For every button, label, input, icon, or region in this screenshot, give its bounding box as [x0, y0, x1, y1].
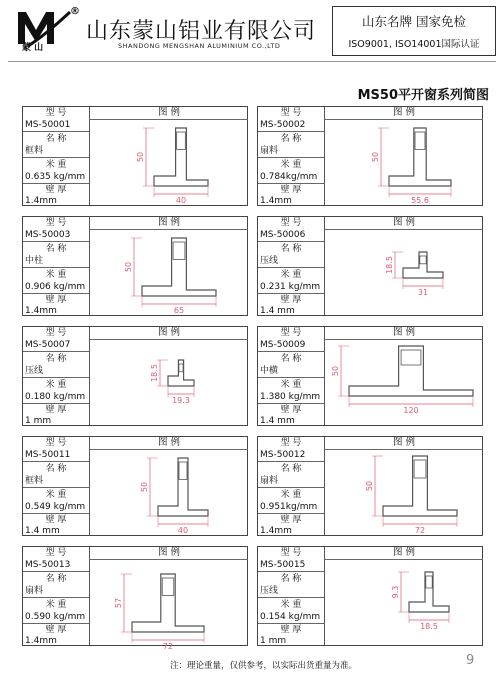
- row-divider: [258, 571, 324, 572]
- wall-label: 壁 厚: [45, 405, 67, 415]
- dimension-width-label: 40: [177, 526, 189, 535]
- drawing-header: 图 例: [392, 437, 416, 448]
- drawing-header: 图 例: [157, 217, 181, 228]
- model-value: MS-50012: [260, 450, 306, 460]
- name-label: 名 称: [280, 134, 302, 144]
- profile-chamber: [177, 132, 186, 149]
- profile-card: [257, 546, 483, 646]
- model-value: MS-50011: [25, 450, 71, 460]
- profile-drawing: [90, 450, 248, 536]
- row-divider: [23, 131, 89, 132]
- profile-card: [257, 216, 483, 316]
- profile-sketch: [325, 340, 483, 426]
- model-label: 型 号: [280, 438, 302, 448]
- badge-line-1: 山东名牌 国家免检: [362, 14, 466, 29]
- weight-label: 米 重: [280, 160, 302, 170]
- row-divider: [23, 267, 89, 268]
- wall-value: 1.4 mm: [260, 416, 295, 426]
- row-divider: [23, 597, 89, 598]
- weight-value: 0.635 kg/mm: [25, 172, 86, 182]
- profile-chamber: [173, 242, 185, 259]
- model-value: MS-50015: [260, 560, 306, 570]
- dimension-height-label: 9.3: [391, 585, 400, 599]
- dimension-height-label: 50: [124, 261, 133, 273]
- dimension-height-label: 50: [136, 151, 145, 163]
- name-label: 名 称: [45, 244, 67, 254]
- wall-label: 壁 厚: [45, 185, 67, 195]
- row-divider: [258, 157, 324, 158]
- profile-chamber: [415, 132, 425, 149]
- drawing-header: 图 例: [392, 547, 416, 558]
- model-value: MS-50006: [260, 230, 306, 240]
- dimension-height-label: 57: [114, 597, 123, 609]
- wall-value: 1.4mm: [260, 526, 292, 536]
- wall-label: 壁 厚: [280, 295, 302, 305]
- name-value: 框料: [25, 146, 44, 156]
- profile-sketch: [325, 450, 483, 536]
- drawing-header: 图 例: [392, 107, 416, 118]
- model-label: 型 号: [280, 328, 302, 338]
- profile-chamber: [162, 578, 174, 595]
- name-label: 名 称: [280, 244, 302, 254]
- weight-value: 0.590 kg/mm: [25, 612, 86, 622]
- name-value: 压线: [260, 256, 279, 266]
- page-number: 9: [466, 653, 475, 668]
- dimension-height-label: 50: [371, 151, 380, 163]
- drawing-header: 图 例: [392, 327, 416, 338]
- profile-outline: [142, 238, 216, 296]
- dimension-height-label: 50: [140, 481, 149, 493]
- profile-drawing: [90, 560, 248, 651]
- weight-value: 1.380 kg/mm: [260, 392, 321, 402]
- profile-outline: [383, 456, 457, 516]
- dimension-width-label: 120: [403, 406, 419, 415]
- profile-card: [257, 326, 483, 426]
- weight-value: 0.951kg/mm: [260, 502, 318, 512]
- profile-drawing: [325, 450, 483, 536]
- model-value: MS-50003: [25, 230, 71, 240]
- dimension-width-label: 31: [417, 288, 429, 297]
- name-label: 名 称: [45, 574, 67, 584]
- model-label: 型 号: [280, 218, 302, 228]
- profile-drawing: [325, 230, 483, 316]
- row-divider: [23, 241, 89, 242]
- drawing-header: 图 例: [157, 547, 181, 558]
- wall-value: 1 mm: [25, 416, 52, 426]
- name-value: 压线: [25, 366, 44, 376]
- name-value: 扇料: [260, 146, 279, 156]
- profile-chamber: [426, 576, 432, 588]
- profile-drawing: [90, 340, 248, 426]
- row-divider: [258, 241, 324, 242]
- dimension-width-label: 72: [162, 642, 174, 651]
- series-title: MS50平开窗系列简图: [357, 88, 489, 103]
- profile-sketch: [325, 560, 483, 646]
- weight-value: 0.784kg/mm: [260, 172, 318, 182]
- weight-label: 米 重: [280, 600, 302, 610]
- dimension-width-label: 19.3: [172, 396, 190, 405]
- name-label: 名 称: [280, 354, 302, 364]
- dimension-height-label: 18.5: [150, 364, 159, 382]
- weight-value: 0.231 kg/mm: [260, 282, 321, 292]
- model-value: MS-50013: [25, 560, 71, 570]
- profile-sketch: [90, 340, 248, 426]
- name-label: 名 称: [45, 464, 67, 474]
- row-divider: [258, 487, 324, 488]
- header-divider: [8, 61, 496, 62]
- row-divider: [258, 351, 324, 352]
- row-divider: [258, 461, 324, 462]
- name-label: 名 称: [280, 464, 302, 474]
- profile-sketch: [90, 450, 248, 536]
- profile-chamber: [179, 462, 187, 479]
- profile-card: [22, 436, 248, 536]
- model-label: 型 号: [280, 548, 302, 558]
- wall-value: 1.4mm: [25, 306, 57, 316]
- profile-drawing: [90, 230, 248, 316]
- profile-card: [22, 546, 248, 651]
- weight-label: 米 重: [45, 160, 67, 170]
- weight-value: 0.154 kg/mm: [260, 612, 321, 622]
- dimension-width-label: 65: [173, 306, 185, 315]
- row-divider: [23, 487, 89, 488]
- profile-outline: [389, 128, 451, 186]
- wall-label: 壁 厚: [280, 625, 302, 635]
- profile-outline: [349, 346, 473, 396]
- row-divider: [23, 351, 89, 352]
- row-divider: [258, 131, 324, 132]
- row-divider: [23, 571, 89, 572]
- wall-label: 壁 厚: [45, 295, 67, 305]
- dimension-width-label: 40: [175, 196, 187, 205]
- name-value: 中柱: [25, 256, 44, 266]
- name-label: 名 称: [45, 134, 67, 144]
- wall-label: 壁 厚: [45, 625, 67, 635]
- name-value: 扇料: [260, 476, 279, 486]
- drawing-header: 图 例: [157, 327, 181, 338]
- profile-sketch: [90, 560, 248, 651]
- profile-sketch: [325, 230, 483, 316]
- model-value: MS-50009: [260, 340, 306, 350]
- logo-text: 蒙 山: [22, 43, 44, 53]
- profile-card: [22, 326, 248, 426]
- page-header: [0, 0, 501, 58]
- model-value: MS-50002: [260, 120, 306, 130]
- profile-chamber: [401, 350, 421, 365]
- profile-card: [257, 106, 483, 206]
- wall-label: 壁 厚: [280, 405, 302, 415]
- name-label: 名 称: [280, 574, 302, 584]
- weight-label: 米 重: [45, 270, 67, 280]
- name-value: 框料: [25, 476, 44, 486]
- row-divider: [258, 597, 324, 598]
- model-label: 型 号: [45, 218, 67, 228]
- footnote: 注：理论重量，仅供参考，以实际出货重量为准。: [170, 661, 358, 671]
- weight-label: 米 重: [45, 600, 67, 610]
- model-label: 型 号: [45, 328, 67, 338]
- profile-outline: [409, 572, 449, 612]
- row-divider: [258, 267, 324, 268]
- weight-label: 米 重: [280, 490, 302, 500]
- row-divider: [23, 461, 89, 462]
- model-label: 型 号: [45, 438, 67, 448]
- model-label: 型 号: [45, 548, 67, 558]
- weight-value: 0.180 kg/mm: [25, 392, 86, 402]
- dimension-height-label: 50: [365, 480, 374, 492]
- wall-value: 1 mm: [260, 636, 287, 646]
- profile-card: [257, 436, 483, 536]
- weight-label: 米 重: [280, 270, 302, 280]
- dimension-height-label: 50: [331, 365, 340, 377]
- wall-label: 壁 厚: [280, 515, 302, 525]
- dimension-width-label: 72: [414, 526, 426, 535]
- profile-card: [22, 216, 248, 316]
- weight-label: 米 重: [280, 380, 302, 390]
- profile-drawing: [325, 120, 483, 206]
- drawing-header: 图 例: [392, 217, 416, 228]
- profile-drawing: [90, 120, 248, 206]
- profile-drawing: [325, 340, 483, 426]
- dimension-width-label: 55.6: [411, 196, 429, 205]
- drawing-header: 图 例: [157, 437, 181, 448]
- company-name-en: SHANDONG MENGSHAN ALUMINIUM CO.,LTD: [118, 42, 281, 50]
- weight-value: 0.549 kg/mm: [25, 502, 86, 512]
- wall-value: 1.4mm: [260, 196, 292, 206]
- wall-value: 1.4mm: [25, 636, 57, 646]
- wall-label: 壁 厚: [45, 515, 67, 525]
- model-value: MS-50001: [25, 120, 71, 130]
- profile-card: [22, 106, 248, 206]
- wall-value: 1.4 mm: [260, 306, 295, 316]
- profile-outline: [154, 128, 208, 186]
- profile-chamber: [420, 256, 426, 264]
- weight-label: 米 重: [45, 490, 67, 500]
- company-name-cn: 山东蒙山铝业有限公司: [86, 19, 317, 44]
- profile-chamber: [414, 460, 426, 478]
- profile-outline: [132, 574, 204, 632]
- registered-mark: ®: [70, 6, 80, 17]
- model-label: 型 号: [280, 108, 302, 118]
- drawing-header: 图 例: [157, 107, 181, 118]
- profile-sketch: [325, 120, 483, 206]
- profile-sketch: [90, 120, 248, 206]
- wall-value: 1.4 mm: [25, 526, 60, 536]
- wall-value: 1.4mm: [25, 196, 57, 206]
- dimension-height-label: 18.5: [385, 256, 394, 274]
- name-value: 扇料: [25, 586, 44, 596]
- name-label: 名 称: [45, 354, 67, 364]
- name-value: 压线: [260, 586, 279, 596]
- dimension-width-label: 18.5: [420, 622, 438, 631]
- profile-chamber: [179, 364, 183, 372]
- profile-outline: [158, 458, 208, 516]
- weight-value: 0.906 kg/mm: [25, 282, 86, 292]
- badge-line-2: ISO9001, ISO14001国际认证: [348, 39, 480, 50]
- certification-badge: [332, 6, 496, 56]
- model-label: 型 号: [45, 108, 67, 118]
- weight-label: 米 重: [45, 380, 67, 390]
- profile-drawing: [325, 560, 483, 646]
- row-divider: [258, 377, 324, 378]
- profile-sketch: [90, 230, 248, 316]
- wall-label: 壁 厚: [280, 185, 302, 195]
- model-value: MS-50007: [25, 340, 71, 350]
- row-divider: [23, 377, 89, 378]
- row-divider: [23, 157, 89, 158]
- name-value: 中横: [260, 366, 279, 376]
